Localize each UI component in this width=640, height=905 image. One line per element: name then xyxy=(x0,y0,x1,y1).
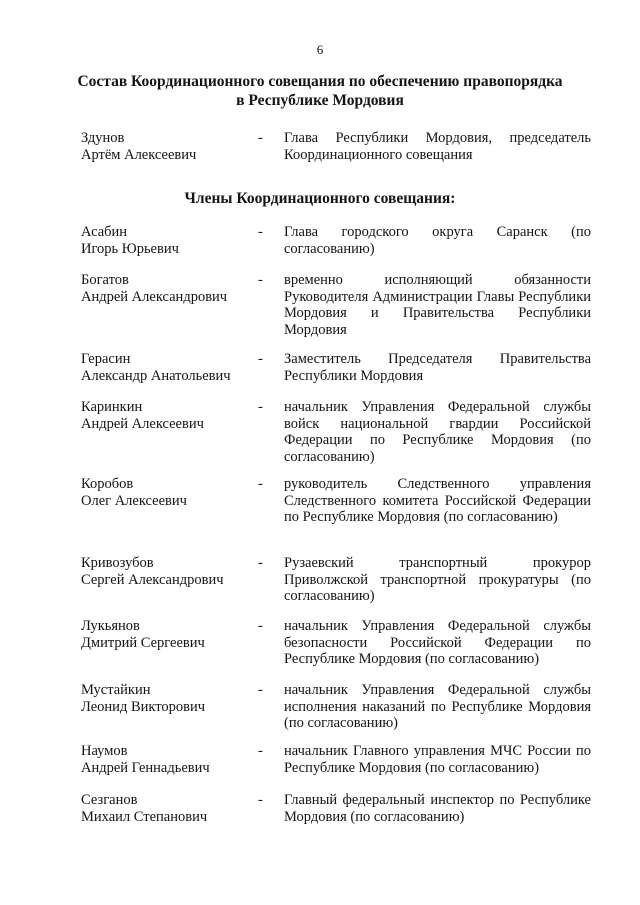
given-name: Артём Алексеевич xyxy=(81,147,197,163)
given-name: Олег Алексеевич xyxy=(81,493,187,509)
person-name xyxy=(81,476,261,510)
surname: Кривозубов xyxy=(81,555,154,571)
position: Глава городского округа Саранск (по согласованию) xyxy=(284,224,591,257)
given-name: Александр Анатольевич xyxy=(81,368,231,384)
surname: Сезганов xyxy=(81,792,138,808)
dash: - xyxy=(258,555,263,571)
position: начальник Управления Федеральной службы безопасности Российской Федерации по Республике Мордовия (по согласованию) xyxy=(284,618,591,667)
person-name xyxy=(81,618,261,652)
surname: Мустайкин xyxy=(81,682,151,698)
title-line-1: Состав Координационного совещания по обеспечению правопорядка xyxy=(77,73,563,90)
given-name: Андрей Александрович xyxy=(81,289,228,305)
dash: - xyxy=(258,130,263,146)
position: Главный федеральный инспектор по Республике Мордовия (по согласованию) xyxy=(284,792,591,825)
surname: Богатов xyxy=(81,272,129,288)
dash: - xyxy=(258,399,263,415)
dash: - xyxy=(258,272,263,288)
person-name xyxy=(81,351,261,385)
given-name: Сергей Александрович xyxy=(81,572,224,588)
surname: Каринкин xyxy=(81,399,143,415)
position: начальник Управления Федеральной службы исполнения наказаний по Республике Мордовия (по согласованию) xyxy=(284,682,591,731)
given-name: Дмитрий Сергеевич xyxy=(81,635,205,651)
person-name xyxy=(81,743,261,777)
person-name xyxy=(81,224,261,258)
document-title xyxy=(60,72,580,110)
dash: - xyxy=(258,476,263,492)
person-name xyxy=(81,130,261,164)
position: Заместитель Председателя Правительства Республики Мордовия xyxy=(284,351,591,384)
position: руководитель Следственного управления Следственного комитета Российской Федерации по Республике Мордовия (по согласованию) xyxy=(284,476,591,525)
person-name xyxy=(81,555,261,589)
surname: Наумов xyxy=(81,743,128,759)
given-name: Игорь Юрьевич xyxy=(81,241,179,257)
dash: - xyxy=(258,682,263,698)
dash: - xyxy=(258,224,263,240)
surname: Коробов xyxy=(81,476,134,492)
dash: - xyxy=(258,792,263,808)
person-name xyxy=(81,792,261,826)
dash: - xyxy=(258,618,263,634)
surname: Герасин xyxy=(81,351,131,367)
dash: - xyxy=(258,351,263,367)
position: временно исполняющий обязанности Руководителя Администрации Главы Республики Мордовия и Правительства Республики Мордовия xyxy=(284,272,591,338)
surname: Здунов xyxy=(81,130,125,146)
given-name: Андрей Геннадьевич xyxy=(81,760,210,776)
given-name: Михаил Степанович xyxy=(81,809,208,825)
title-line-2: в Республике Мордовия xyxy=(236,92,404,109)
page-number: 6 xyxy=(316,42,324,57)
position: начальник Управления Федеральной службы войск национальной гвардии Российской Федерации по Республике Мордовия (по согласованию) xyxy=(284,399,591,465)
position: Глава Республики Мордовия, председатель Координационного совещания xyxy=(284,130,591,163)
given-name: Леонид Викторович xyxy=(81,699,206,715)
position: начальник Главного управления МЧС России по Республике Мордовия (по согласованию) xyxy=(284,743,591,776)
surname: Лукьянов xyxy=(81,618,140,634)
person-name xyxy=(81,399,261,433)
dash: - xyxy=(258,743,263,759)
surname: Асабин xyxy=(81,224,128,240)
position: Рузаевский транспортный прокурор Приволжской транспортной прокуратуры (по согласованию) xyxy=(284,555,591,604)
person-name xyxy=(81,272,261,306)
members-heading: Члены Координационного совещания: xyxy=(184,190,456,207)
given-name: Андрей Алексеевич xyxy=(81,416,204,432)
person-name xyxy=(81,682,261,716)
